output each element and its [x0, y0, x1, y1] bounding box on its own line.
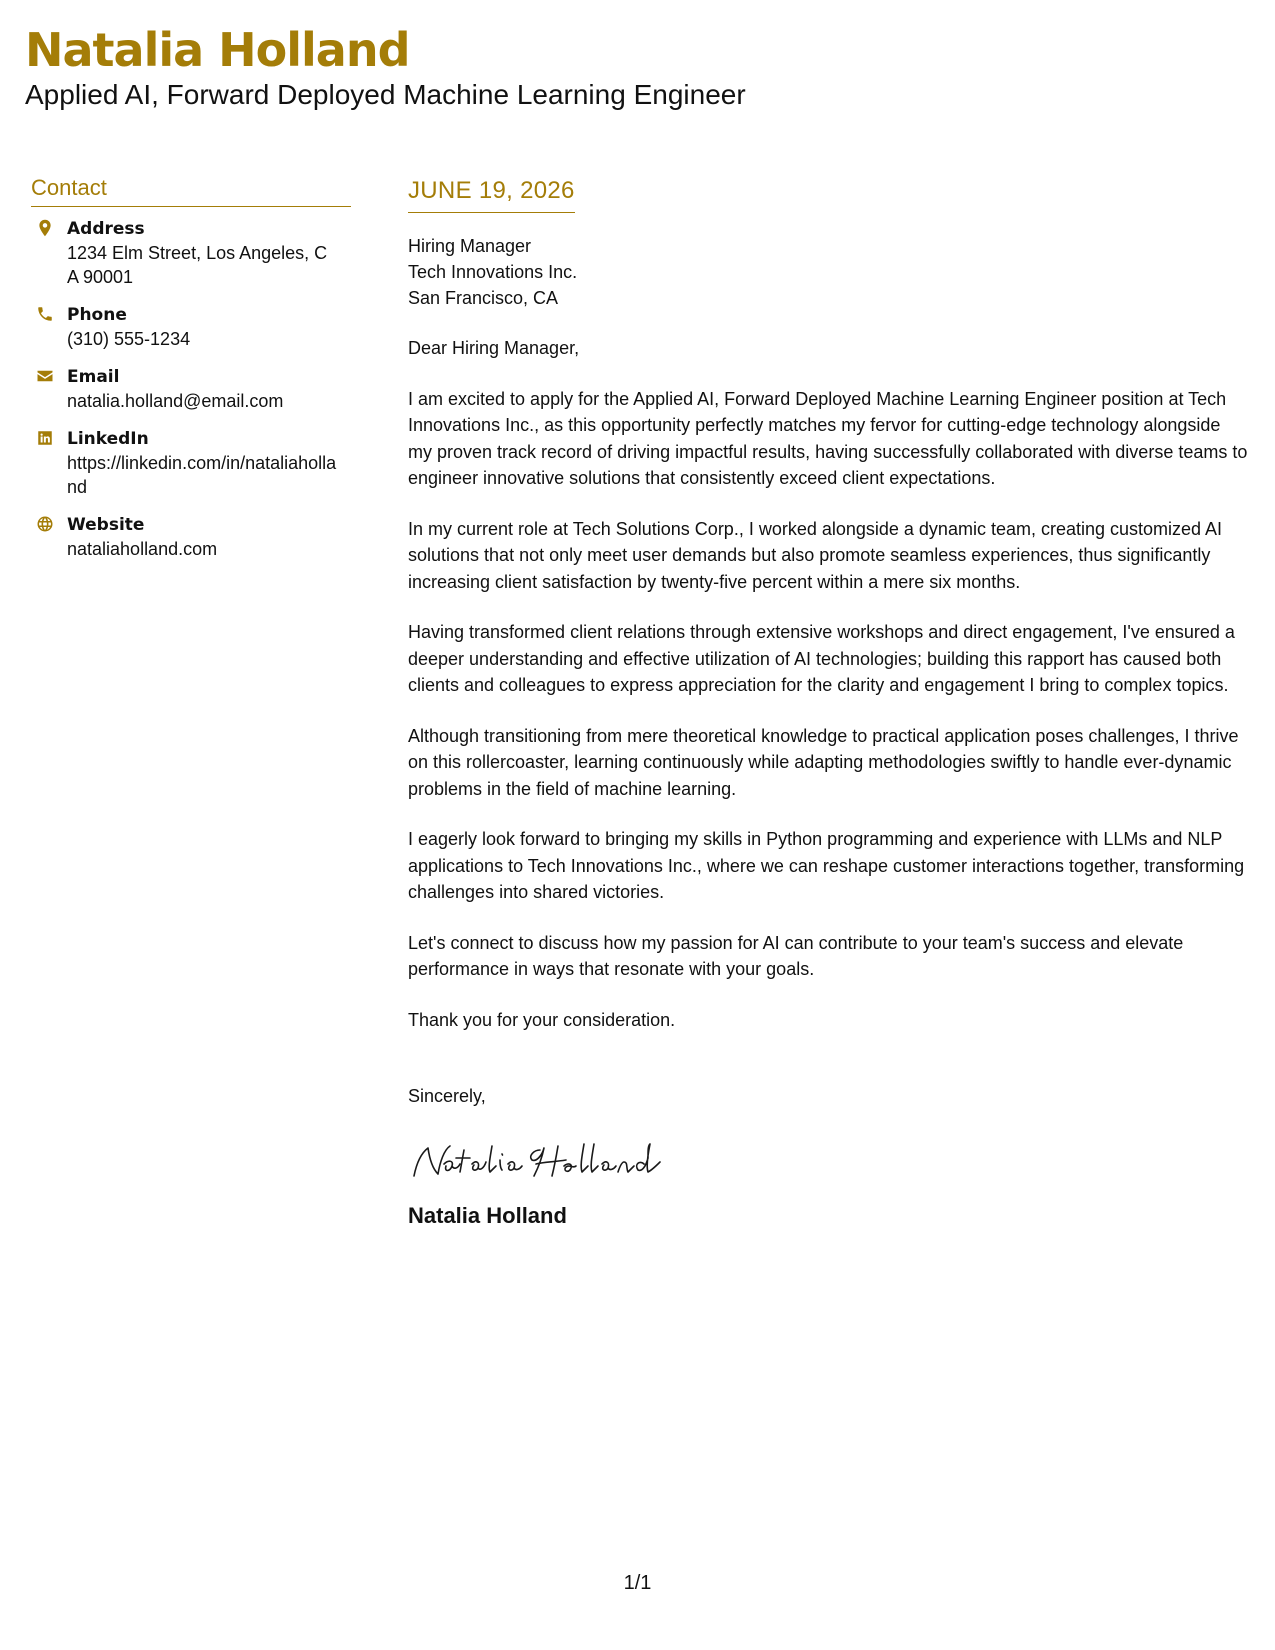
contact-label: Website	[67, 515, 145, 535]
contact-value: 1234 Elm Street, Los Angeles, CA 90001	[67, 243, 328, 287]
phone-icon	[35, 305, 55, 325]
contact-label: Email	[67, 367, 120, 387]
contact-value[interactable]: nataliaholland.com	[67, 539, 218, 559]
letter-paragraph: I am excited to apply for the Applied AI, Forward Deployed Machine Learning Engineer position at Tech Innovations Inc., as this opportunity perfectly matches my fervor for cutting-edge technology alongside my proven track record of driving impactful results, having successfully collaborated with diverse teams to engineer innovative solutions that consistently exceed client expectations.	[408, 388, 1248, 488]
job-title: Applied AI, Forward Deployed Machine Learning Engineer	[25, 79, 746, 110]
letter-date: JUNE 19, 2026	[408, 176, 575, 213]
closing: Sincerely,	[408, 1086, 486, 1106]
recipient-line: San Francisco, CA	[408, 288, 559, 308]
contact-item-address	[31, 217, 351, 289]
letter-paragraph: I eagerly look forward to bringing my skills in Python programming and experience with LLMs and NLP applications to Tech Innovations Inc., where we can reshape customer interactions together, transforming challenges into shared victories.	[408, 829, 1245, 902]
signer-name: Natalia Holland	[408, 1202, 567, 1228]
contact-heading: Contact	[31, 174, 351, 207]
map-pin-icon	[35, 219, 55, 239]
contact-value: natalia.holland@email.com	[67, 391, 284, 411]
recipient-line: Hiring Manager	[408, 236, 532, 256]
contact-value: (310) 555-1234	[67, 329, 191, 349]
signature-graphic	[408, 1136, 668, 1184]
contact-item-website	[31, 513, 351, 561]
contact-sidebar	[31, 174, 351, 575]
handwritten-signature	[408, 1136, 1248, 1184]
letter-paragraph: Thank you for your consideration.	[408, 1009, 676, 1030]
letter-paragraph: Let's connect to discuss how my passion for AI can contribute to your team's success and elevate performance in ways that resonate with your goals.	[408, 932, 1184, 979]
letter-body	[408, 176, 1248, 1230]
page-number: 1/1	[623, 1572, 652, 1594]
contact-label: Phone	[67, 305, 127, 325]
recipient-block	[408, 233, 1248, 311]
linkedin-icon	[35, 429, 55, 449]
recipient-line: Tech Innovations Inc.	[408, 262, 578, 282]
letter-paragraph: Although transitioning from mere theoretical knowledge to practical application poses challenges, I thrive on this rollercoaster, learning continuously while adapting methodologies swiftly to handle ever-dynamic problems in the field of machine learning.	[408, 725, 1239, 799]
salutation: Dear Hiring Manager,	[408, 338, 580, 358]
letter-paragraph: In my current role at Tech Solutions Corp., I worked alongside a dynamic team, creating customized AI solutions that not only meet user demands but also promote seamless experiences, thus significantly increasing client satisfaction by twenty-five percent within a mere six months.	[408, 518, 1223, 592]
globe-icon	[35, 515, 55, 535]
contact-item-linkedin	[31, 427, 351, 499]
contact-label: LinkedIn	[67, 429, 149, 449]
envelope-icon	[35, 367, 55, 387]
applicant-name: Natalia Holland	[25, 23, 410, 77]
contact-item-phone	[31, 303, 351, 351]
contact-value[interactable]: https://linkedin.com/in/nataliaholland	[67, 453, 337, 497]
letter-paragraph: Having transformed client relations through extensive workshops and direct engagement, I've ensured a deeper understanding and effective utilization of AI technologies; building this rapport has caused both clients and colleagues to express appreciation for the clarity and engagement I bring to complex topics.	[408, 622, 1235, 695]
contact-item-email	[31, 365, 351, 413]
header	[25, 22, 746, 112]
contact-label: Address	[67, 219, 145, 239]
